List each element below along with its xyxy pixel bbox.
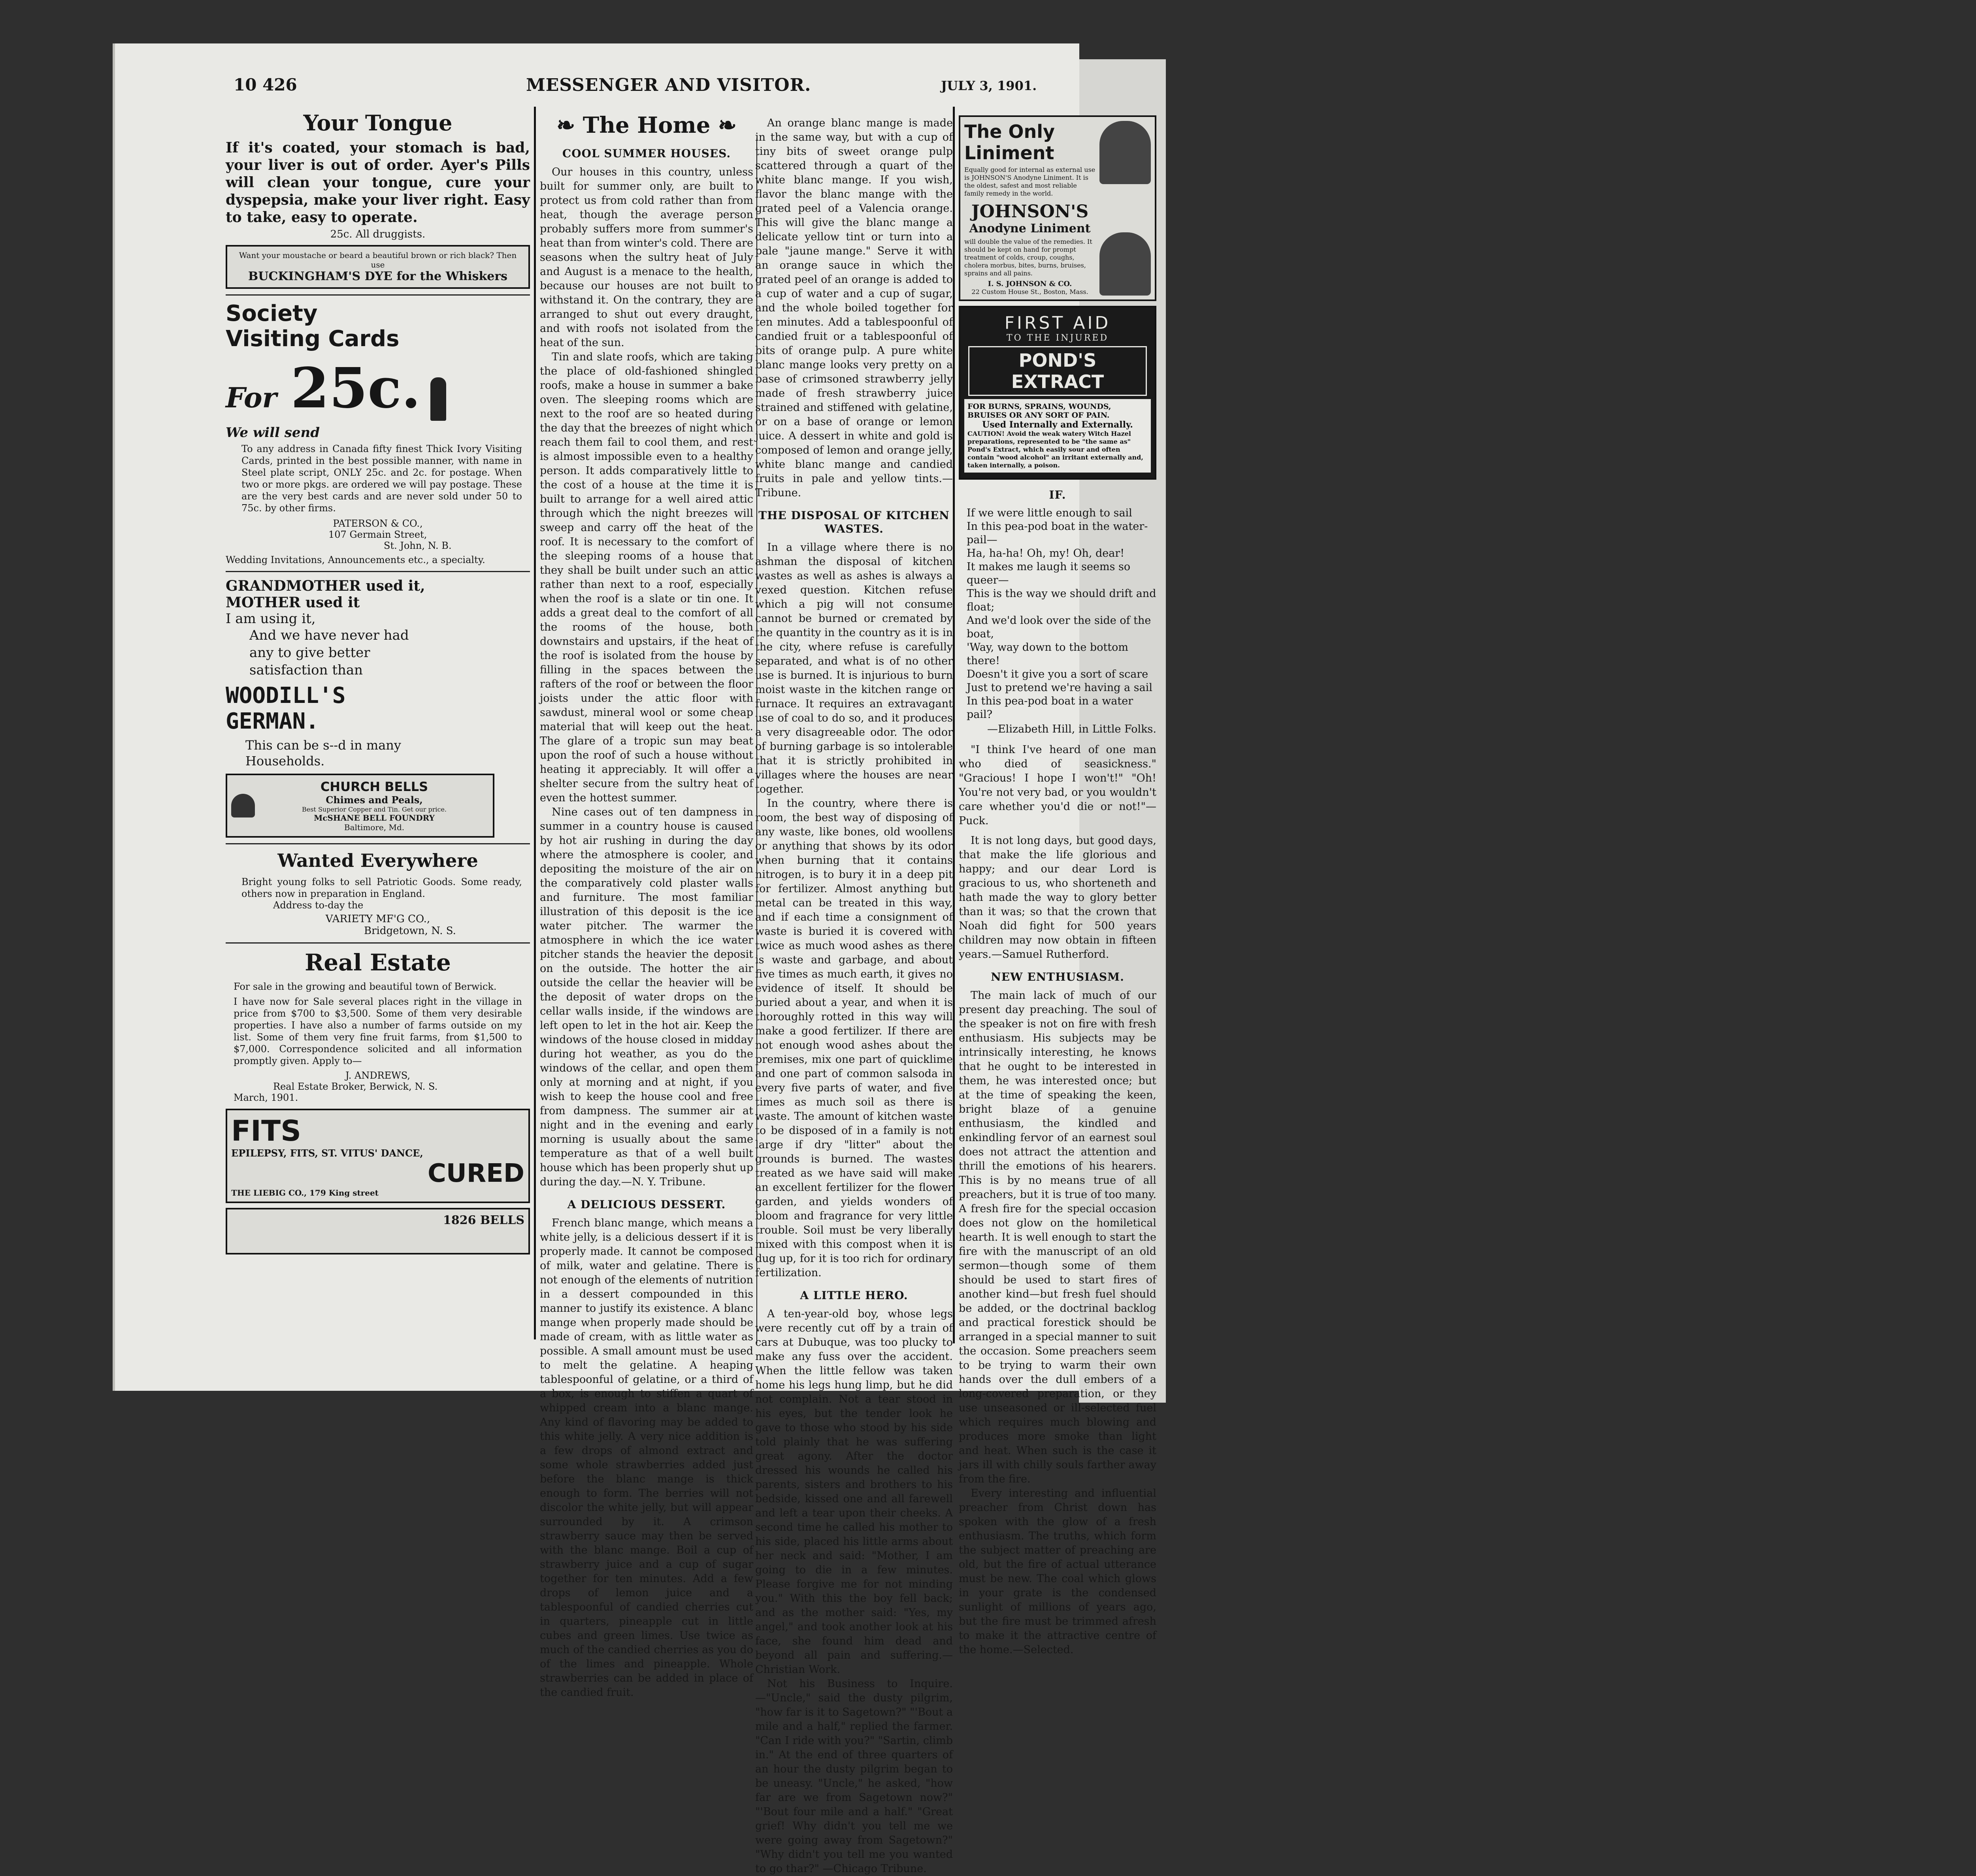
ad-wanted-everywhere	[226, 850, 530, 937]
ad-firm: THE LIEBIG CO., 179 King street	[231, 1188, 379, 1198]
ad-brand: WOODILL'S	[226, 682, 346, 708]
divider	[226, 294, 530, 296]
ad-buckingham	[226, 245, 530, 289]
article-paragraph: Every interesting and influential preacher from Christ down has spoken with the glow of a fresh enthusiasm. The truths, which form the subject matter of preaching are old, but the fire of actual utterance must be new. The coal which glows in your grate is the condensed sunlight of millions of years ago, but the fire must be trimmed afresh to make it the attractive centre of the home.—Selected.	[959, 1487, 1156, 1656]
poem-line: It makes me laugh it seems so queer—	[967, 561, 1131, 586]
ad-body: Bright young folks to sell Patriotic Goods. Some ready, others now in preparation in England.	[241, 876, 522, 899]
ad-bells-bottom	[226, 1208, 530, 1254]
ad-and-text-column	[959, 111, 1156, 1657]
article-paragraph: Nine cases out of ten dampness in summer in a country house is caused by hot air rushing in during the day where the atmosphere is cooler, and depositing the moisture of the air on the comparatively cold plaster walls and furniture. The most familiar illustration of this deposit is the ice water pitcher. The warmer the atmosphere in which the ice water pitcher stands the heavier the deposit on the outside. The hotter the air outside the cellar the heavier will be the deposit of water drops on the cellar walls inside, if the windows are left open to let in the hot air. Keep the windows of the house closed in midday during hot weather, as you do the windows of the cellar, and open them only at morning and at night, if you wish to keep the house cool and free from dampness. The summer air at night and in the evening and early morning is usually about the same temperature as that of a well built house which has been properly shut up during the day.—N. Y. Tribune.	[540, 806, 753, 1188]
poem-line: And we'd look over the side of the boat,	[967, 614, 1151, 640]
ad-footer: This can be s--d in many Households.	[245, 737, 401, 768]
article-paragraph: An orange blanc mange is made in the same way, but with a cup of tiny bits of sweet orange pulp scattered through a quart of the white blanc mange. If you wish, flavor the blanc mange with the grated peel of a Valencia orange. This will give the blanc mange a delicate yellow tint or turn into a pale "jaune mange." Serve it with an orange sauce in which the grated peel of an orange is added to a cup of water and a cup of sugar, and the whole boiled together for ten minutes. Add a tablespoonful of candied fruit or a tablespoonful of bits of orange pulp. A pure white blanc mange looks very pretty on a base of crimsoned strawberry jelly made of fresh strawberry juice strained and stiffened with gelatine, or on a base of orange or lemon juice. A dessert in white and gold is composed of lemon and orange jelly, white blanc mange and candied fruits in pale and yellow tints.—Tribune.	[755, 117, 953, 499]
article-paragraph: "I think I've heard of one man who died of seasickness." "Gracious! I hope I won't!" "Oh! You're not very bad, or you wouldn't care whether you'd die or not!"—Puck.	[959, 744, 1156, 827]
divider	[226, 571, 530, 572]
ad-title: The Only	[964, 121, 1055, 142]
ad-disease: EPILEPSY, FITS, ST. VITUS' DANCE,	[231, 1147, 423, 1159]
ad-woodills-german	[226, 578, 530, 769]
article-title: COOL SUMMER HOUSES.	[562, 147, 731, 160]
ad-address: St. John, N. B.	[384, 540, 452, 551]
ad-for: For	[226, 381, 277, 414]
newspaper-page	[113, 43, 1156, 1875]
ad-cured: CURED	[427, 1158, 524, 1188]
ad-title: CHURCH BELLS	[320, 779, 428, 794]
ad-real-estate	[226, 949, 530, 1103]
section-title-the-home: ❧ The Home ❧	[556, 112, 737, 138]
bell-icon	[231, 794, 255, 817]
poem-title: IF.	[1049, 488, 1066, 501]
ad-body: will double the value of the remedies. It should be kept on hand for prompt treatment of colds, croup, coughs, cholera morbus, bites, burns, bruises, sprains and all pains.	[964, 238, 1092, 277]
ad-title: Real Estate	[305, 949, 451, 976]
ad-title: Liniment	[964, 142, 1054, 164]
portrait-icon	[1099, 232, 1151, 296]
ad-small-text: Want your moustache or beard a beautiful brown or rich black? Then use	[239, 251, 517, 270]
article-paragraph: Our houses in this country, unless built for summer only, are built to protect us from cold rather than from heat, though the average person probably suffers more from summer's heat than from winter's cold. There are seasons when the sultry heat of July and August is a menace to the health, because our houses are not built to withstand it. On the contrary, they are arranged to shut out every draught, and with roofs not isolated from the heat of the sun.	[540, 166, 753, 349]
poem-line: Ha, ha-ha! Oh, my! Oh, dear!	[967, 547, 1125, 559]
divider	[226, 843, 530, 844]
issue-date: JULY 3, 1901.	[941, 78, 1037, 93]
ad-fits	[226, 1109, 530, 1203]
ad-johnsons-liniment	[959, 115, 1156, 301]
ornament-icon: ❧	[710, 112, 737, 138]
ad-your-tongue	[226, 111, 530, 240]
ad-extra: Wedding Invitations, Announcements etc., a specialty.	[226, 554, 485, 565]
article-title: THE DISPOSAL OF KITCHEN WASTES.	[758, 509, 950, 535]
ad-title: Wanted Everywhere	[277, 849, 478, 871]
masthead: MESSENGER AND VISITOR.	[526, 75, 811, 95]
poem-line: 'Way, way down to the bottom there!	[967, 641, 1129, 667]
ad-address-line: Address to-day the	[273, 899, 364, 911]
ad-body: Equally good for internal as external use is JOHNSON'S Anodyne Liniment. It is the oldest, safest and most reliable family remedy in the world.	[964, 166, 1095, 197]
ad-title: Society Visiting Cards	[226, 301, 400, 352]
ad-line: And we have never had any to give better satisfaction than	[249, 627, 409, 678]
ad-body: I have now for Sale several places right in the village in price from $700 to $3,500. Some of them very desirable properties. I have also a number of farms outside on my list. Some of them very fine fruit farms, from $1,500 to $7,000. Correspondence solicited and all information promptly given. Apply to—	[234, 996, 522, 1066]
poem	[967, 507, 1156, 721]
ad-sub: Chimes and Peals,	[326, 794, 423, 806]
home-column-2	[755, 111, 953, 1876]
ad-line: FIRST AID	[1004, 313, 1111, 333]
ad-visiting-cards	[226, 301, 530, 565]
ad-address: 107 Germain Street,	[328, 529, 427, 540]
gentleman-icon	[430, 377, 446, 421]
column-rule	[534, 107, 536, 1339]
ad-brand: Anodyne Liniment	[969, 222, 1091, 235]
ad-name: J. ANDREWS,	[345, 1070, 411, 1081]
article-paragraph: In the country, where there is room, the best way of disposing of any waste, like bones, old woollens or anything that shows by its odor when burning that it contains nitrogen, is to bury it in a deep pit for fertilizer. Almost anything but metal can be treated in this way, and if each time a consignment of waste is buried it is covered with twice as much wood ashes as there is waste and garbage, and about five times as much earth, it gives no evidence of itself. It should be buried about a year, and when it is thoroughly rotted in this way will make a good fertilizer. If there are not enough wood ashes about the premises, mix one part of quicklime and one part of common salsoda in every five parts of water, and five times as much soil as there is waste. The amount of kitchen waste to be disposed of in a family is not large if dry "litter" about the grounds is burned. The wastes treated as we have said will make an excellent fertilizer for the flower garden, and yields wonders of bloom and fragrance for very little trouble. Soil must be very liberally mixed with this compost when it is dug up, for it is too rich for ordinary fertilization.	[755, 797, 953, 1279]
poem-attribution: —Elizabeth Hill, in Little Folks.	[987, 723, 1156, 735]
ad-firm: VARIETY MF'G CO.,	[325, 913, 430, 925]
page-header	[115, 75, 1079, 103]
ad-title: Your Tongue	[303, 110, 453, 136]
article-title: NEW ENTHUSIASM.	[991, 970, 1124, 983]
article-paragraph: A ten-year-old boy, whose legs were recently cut off by a train of cars at Dubuque, was too plucky to make any fuss over the accident. When the little fellow was taken home his legs hung limp, but he did not complain. Not a tear stood in his eyes, but the tender look he gave to those who stood by his side told plainly that he was suffering great agony. After the doctor dressed his wounds he called his parents, sisters and brothers to his bedside, kissed one and all farewell and left a tear upon their cheeks. A second time he called his mother to his side, placed his little arms about her neck and said: "Mother, I am going to die in a few minutes. Please forgive me for not minding you." With this the boy fell back; and as the mother said: "Yes, my angel," and took another look at his face, she found him dead and beyond all pain and suffering.—Christian Work.	[755, 1308, 953, 1676]
article-paragraph: Tin and slate roofs, which are taking the place of old-fashioned shingled roofs, make a house in summer a bake oven. The sleeping rooms which are next to the roof are so heated during the day that the breezes of night which reach them fail to cool them, and rest is almost impossible even to a healthy person. It adds comparatively little to the cost of a house at the time it is built to arrange for a well aired attic through which the night breezes will sweep and carry off the heat of the roof. It is necessary to the comfort of the sleeping rooms of a house that they shall be built under such an attic rather than next to a roof, especially when the roof is a slate or tin one. It adds a great deal to the comfort of all the rooms of the house, both downstairs and upstairs, if the heat of the roof is isolated from the house by filling in the spaces between the rafters of the roof or between the floor joists under the attic floor with sawdust, mineral wool or some cheap material that will keep out the heat. The glare of a tropic sun may beat upon the roof of such a house without heating it appreciably. It will offer a shelter secure from the sultry heat of even the hottest summer.	[540, 351, 753, 804]
ad-caution: CAUTION! Avoid the weak watery Witch Hazel preparations, represented to be "the same as" Pond's Extract, which easily sour and often contain "wood alcohol" an irritant externally and, taken internally, a poison.	[967, 430, 1143, 469]
ad-city: Bridgetown, N. S.	[364, 925, 456, 937]
advertisement-column	[226, 111, 530, 1259]
ad-body: To any address in Canada fifty finest Thick Ivory Visiting Cards, printed in the best possible manner, with name in Steel plate script, ONLY 25c. and 2c. for postage. When two or more pkgs. are ordered we will pay postage. These are the very best cards and are never sold under 50 to 75c. by other firms.	[241, 443, 522, 514]
article-paragraph: It is not long days, but good days, that make the life glorious and happy; and our dear Lord is gracious to us, who shorteneth and hath made the way to glory better than it was; so that the crown that Noah did fight for 500 years children may now obtain in fifteen years.—Samuel Rutherford.	[959, 834, 1156, 961]
poem-line: In this pea-pod boat in a water pail?	[967, 695, 1133, 721]
article-title: A LITTLE HERO.	[800, 1289, 908, 1302]
ad-subtitle: We will send	[226, 424, 320, 441]
ad-detail: Best Superior Copper and Tin. Get our price.	[302, 805, 447, 813]
poem-line: Doesn't it give you a sort of scare	[967, 668, 1148, 680]
column-rule	[953, 107, 955, 1343]
ad-date: March, 1901.	[234, 1092, 298, 1103]
article-paragraph: French blanc mange, which means a white jelly, is a delicious dessert if it is properly made. It cannot be composed of milk, water and gelatine. There is not enough of the elements of nutrition in a dessert compounded in this manner to justify its existence. A blanc mange when properly made should be made of cream, with as little water as possible. A small amount must be used to melt the gelatine. A heaping tablespoonful of gelatine, or a third of a box, is enough to stiffen a quart of whipped cream into a blanc mange. Any kind of flavoring may be added to this white jelly. A very nice addition is a few drops of almond extract and some whole strawberries added just before the blanc mange is thick enough to form. The berries will not discolor the white jelly, but will appear surrounded by it. A crimson strawberry sauce may then be served with the blanc mange. Boil a cup of strawberry juice and a cup of sugar together for ten minutes. Add a few drops of lemon juice and a tablespoonful of candied cherries cut in quarters, pineapple cut in little cubes and green limes. Use twice as much of the candied cherries as you do of the limes and pineapple. Whole strawberries can be added in place of the candied fruit.	[540, 1217, 753, 1699]
ad-text: 1826 BELLS	[443, 1213, 524, 1227]
ad-ponds-extract	[959, 306, 1156, 480]
ad-city: Baltimore, Md.	[344, 822, 405, 832]
ad-title2: Real Estate Broker, Berwick, N. S.	[273, 1081, 438, 1092]
ad-firm: PATERSON & CO.,	[333, 518, 423, 529]
ad-price: 25c. All druggists.	[330, 228, 426, 241]
ad-brand: GERMAN.	[226, 708, 319, 734]
ad-intro: For sale in the growing and beautiful town of Berwick.	[234, 981, 497, 992]
ad-price: 25c.	[290, 356, 421, 421]
page-number: 10 426	[234, 75, 297, 94]
ad-brand: POND'S EXTRACT	[968, 346, 1147, 396]
divider	[226, 942, 530, 944]
ad-line: TO THE INJURED	[1006, 333, 1109, 343]
ad-firm: I. S. JOHNSON & CO.	[988, 280, 1072, 288]
ad-uses: FOR BURNS, SPRAINS, WOUNDS, BRUISES OR ANY SORT OF PAIN.	[967, 402, 1111, 420]
poem-line: Just to pretend we're having a sail	[967, 682, 1152, 694]
poem-line: If we were little enough to sail	[967, 507, 1132, 519]
ornament-icon: ❧	[556, 112, 583, 138]
poem-line: This is the way we should drift and float;	[967, 588, 1156, 613]
article-paragraph: The main lack of much of our present day preaching. The soul of the speaker is not on fire with fresh enthusiasm. His subjects may be intrinsically interesting, he knows that he ought to be interested in them, he was interested once; but at the time of speaking the keen, bright blaze of a genuine enthusiasm, the kindled and enkindling fervor of an earnest soul does not attract the attention and thrill the emotions of his hearers. This is by no means true of all preachers, but it is true of too many. A fresh fire for the special occasion does not glow on the homiletical hearth. It is well enough to start the fire with the manuscript of an old sermon—though some of them should be used to start fires of another kind—but fresh fuel should be added, or the doctrinal backlog and practical forestick should be arranged in a special manner to suit the occasion. Some preachers seem to be trying to warm their own hands over the dull embers of a long-covered preparation, or they use unseasoned or ill-selected fuel which requires much blowing and produces more smoke than light and heat. When such is the case it jars ill with chilly souls farther away from the fire.	[959, 989, 1156, 1485]
article-title: A DELICIOUS DESSERT.	[567, 1198, 726, 1211]
ad-title: FITS	[231, 1114, 301, 1147]
ad-title: BUCKINGHAM'S DYE for the Whiskers	[248, 269, 508, 284]
ad-address: 22 Custom House St., Boston, Mass.	[971, 288, 1088, 296]
ad-line: GRANDMOTHER used it,	[226, 577, 425, 594]
article-paragraph: In a village where there is no ashman the disposal of kitchen wastes as well as ashes is always a vexed question. Kitchen refuse which a pig will not consume cannot be burned or cremated by the quantity in the country as it is in the city, where refuse is carefully separated, and what is of no other use is burned. It is injurious to burn moist waste in the kitchen range or furnace. It requires an extravagant use of coal to do so, and it produces a very disagreeable odor. The odor of burning garbage is so intolerable that it is strictly prohibited in villages where the houses are near together.	[755, 541, 953, 795]
portrait-icon	[1099, 121, 1151, 184]
ad-church-bells	[226, 774, 494, 838]
home-column-1	[540, 111, 753, 1700]
ad-line: I am using it,	[226, 610, 316, 627]
ad-line: MOTHER used it	[226, 594, 360, 611]
poem-line: In this pea-pod boat in the water-pail—	[967, 520, 1148, 546]
ad-method: Used Internally and Externally.	[982, 420, 1133, 430]
ad-body: If it's coated, your stomach is bad, your liver is out of order. Ayer's Pills will clean your tongue, cure your dyspepsia, make your liver right. Easy to take, easy to operate.	[226, 139, 530, 226]
ad-brand: JOHNSON'S	[971, 202, 1089, 222]
article-paragraph: Not his Business to Inquire.—"Uncle," said the dusty pilgrim, "how far is it to Sagetown?" "'Bout a mile and a half," replied the farmer. "Can I ride with you?" "Sartin, climb in." At the end of three quarters of an hour the dusty pilgrim began to be uneasy. "Uncle," he asked, "how far are we from Sagetown now?" "'Bout four mile and a half." "Great grief! Why didn't you tell me we were going away from Sagetown?" "Why didn't you tell me you wanted to go thar?" —Chicago Tribune.	[755, 1678, 953, 1875]
ad-firm: McSHANE BELL FOUNDRY	[314, 813, 435, 823]
